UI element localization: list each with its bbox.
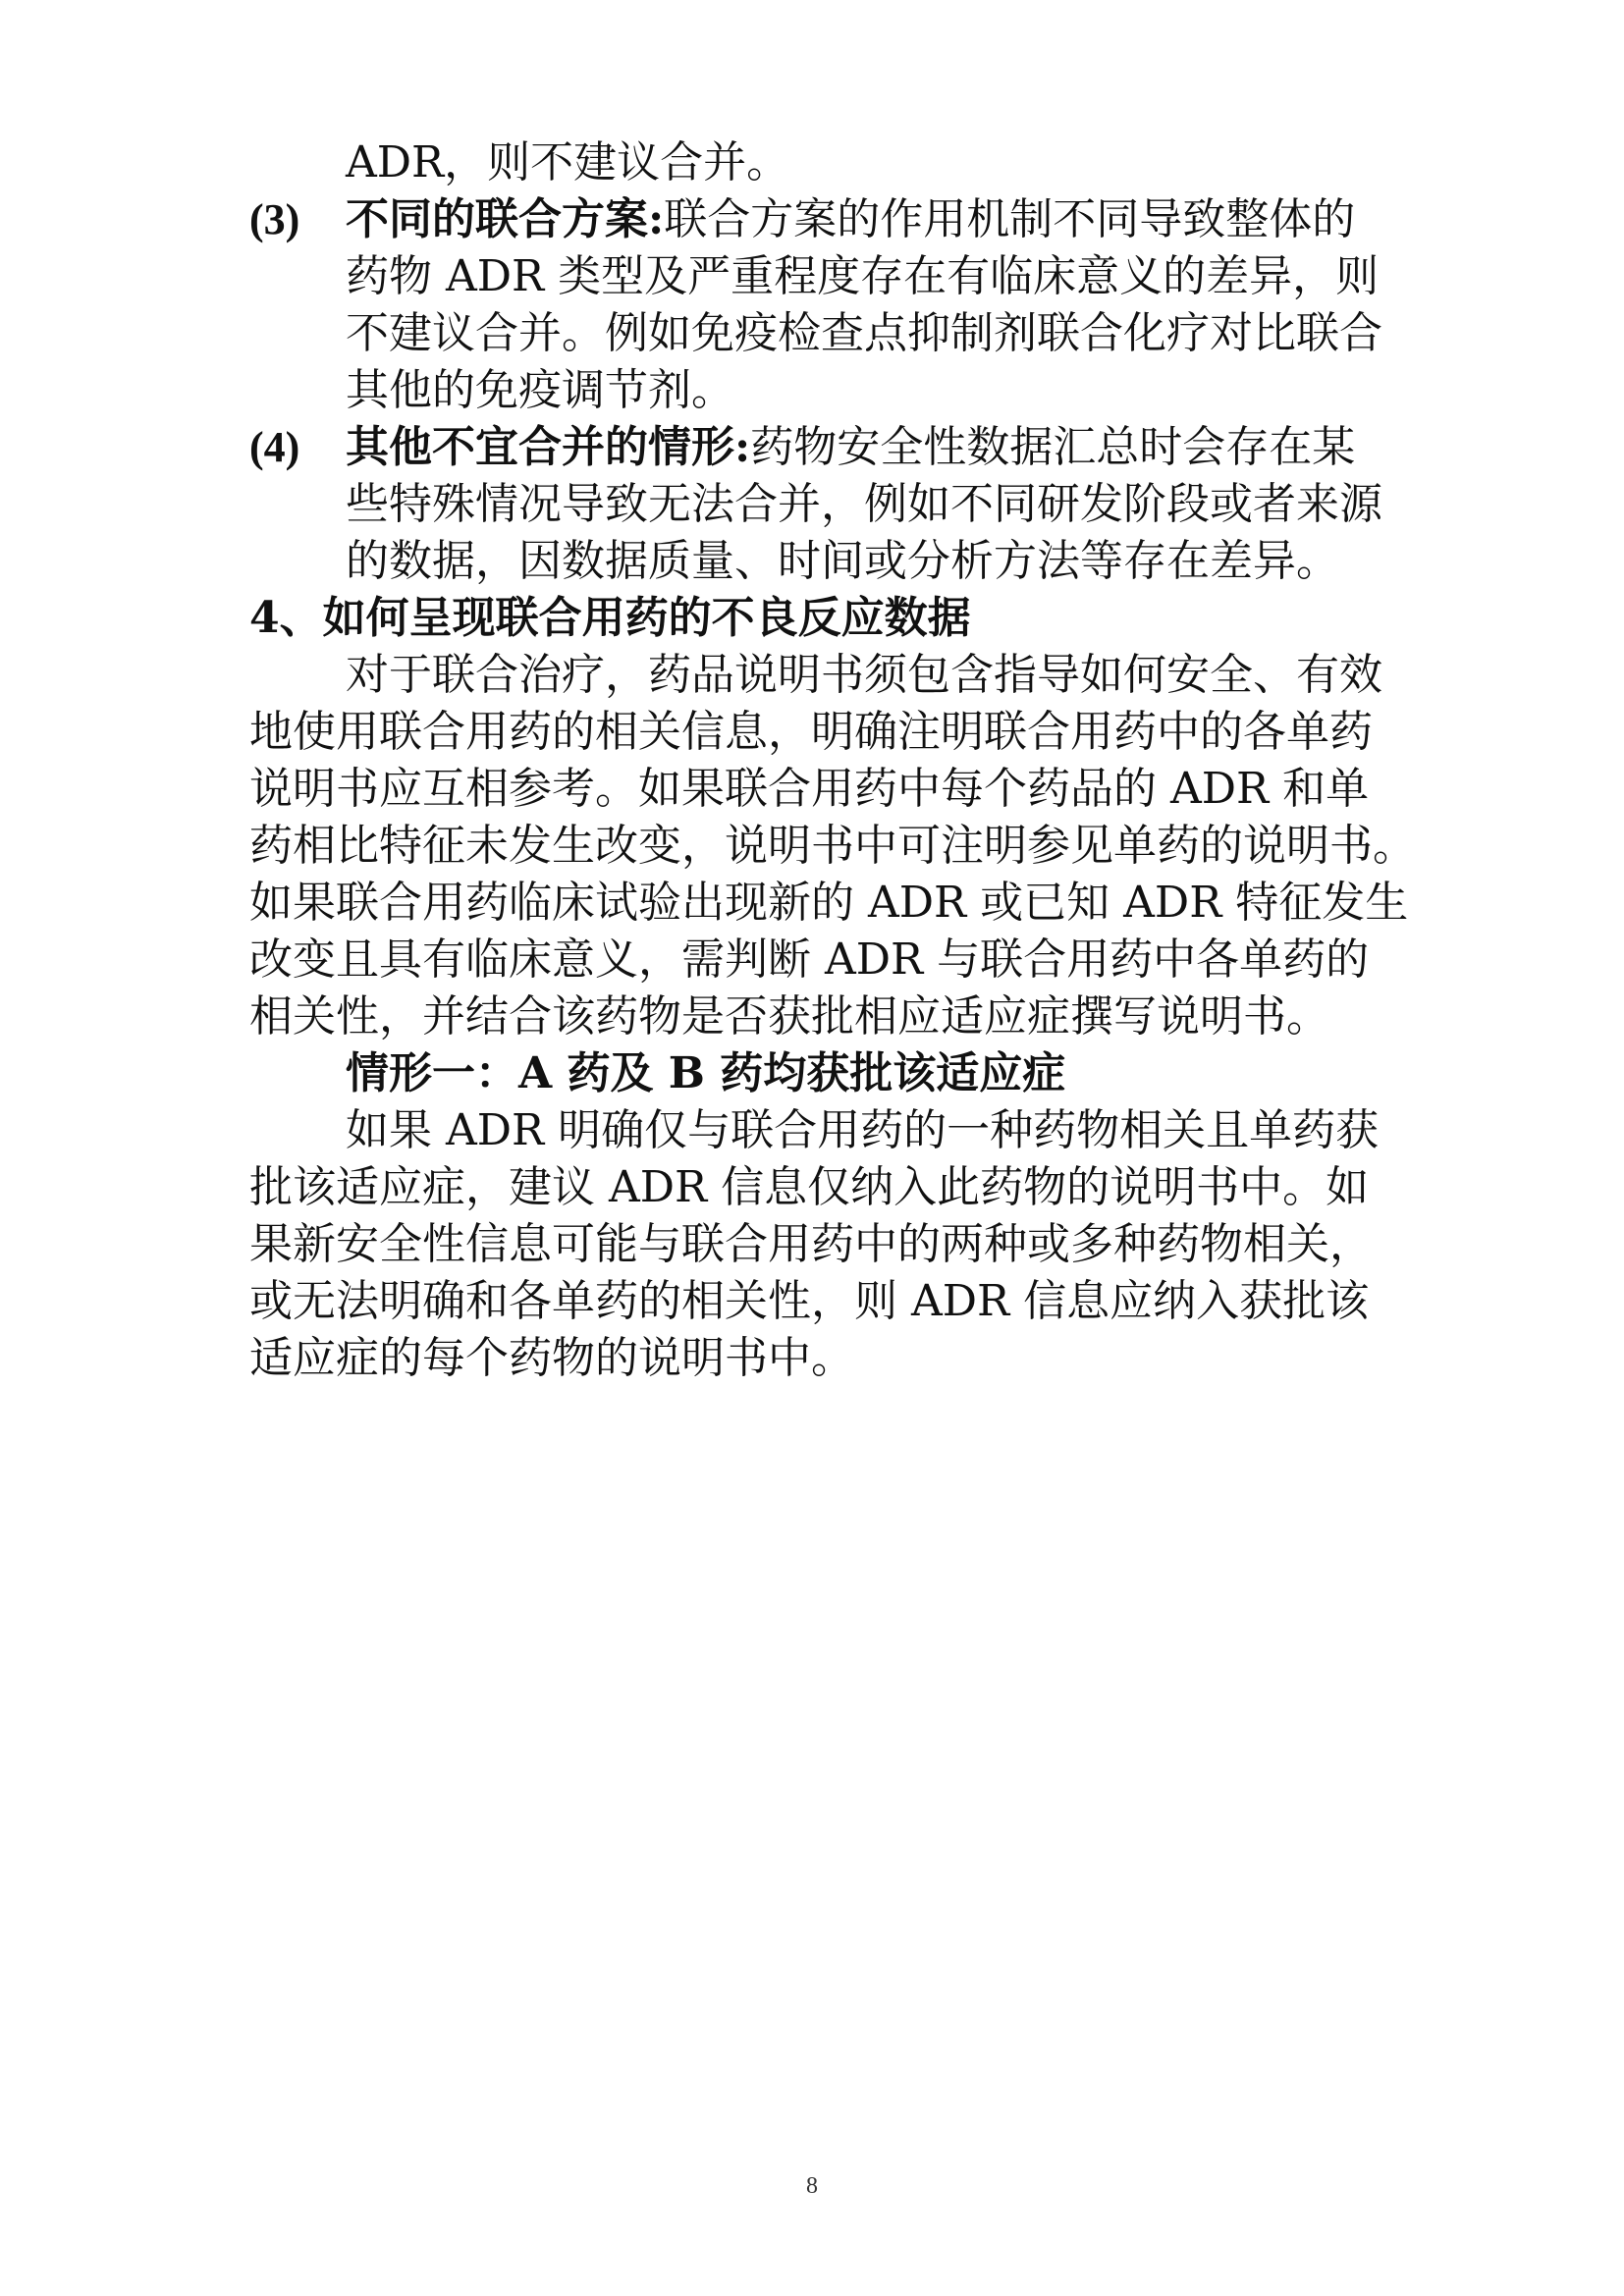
paragraph-line: 适应症的每个药物的说明书中。 (249, 1333, 854, 1383)
list-item-line (346, 190, 1355, 249)
item-heading: 其他不宜合并的情形: (346, 422, 751, 472)
section-heading: 4、如何呈现联合用药的不良反应数据 (249, 593, 971, 643)
item-heading: 不同的联合方案: (346, 194, 665, 244)
paragraph-line: 批该适应症，建议 ADR 信息仅纳入此药物的说明书中。如 (249, 1162, 1370, 1212)
text-line: 不建议合并。例如免疫检查点抑制剂联合化疗对比联合 (346, 308, 1382, 358)
text-line: 其他的免疫调节剂。 (346, 365, 734, 415)
paragraph-line: 相关性，并结合该药物是否获批相应适应症撰写说明书。 (249, 991, 1329, 1041)
paragraph-line: 说明书应互相参考。如果联合用药中每个药品的 ADR 和单 (249, 764, 1370, 814)
paragraph-line: 如果联合用药临床试验出现新的 ADR 或已知 ADR 特征发生 (249, 878, 1409, 928)
paragraph-line: 地使用联合用药的相关信息，明确注明联合用药中的各单药 (249, 707, 1373, 757)
text-line: 的数据，因数据质量、时间或分析方法等存在差异。 (346, 536, 1339, 586)
text-line: 药物 ADR 类型及严重程度存在有临床意义的差异，则 (346, 251, 1380, 301)
paragraph-line: 改变且具有临床意义，需判断 ADR 与联合用药中各单药的 (249, 934, 1370, 985)
paragraph-line: 对于联合治疗，药品说明书须包含指导如何安全、有效 (346, 650, 1382, 700)
subsection-heading: 情形一：A 药及 B 药均获批该适应症 (346, 1048, 1066, 1098)
paragraph-line: 药相比特征未发生改变，说明书中可注明参见单药的说明书。 (249, 821, 1416, 871)
text-line: 些特殊情况导致无法合并，例如不同研发阶段或者来源 (346, 479, 1382, 529)
item-text: 药物安全性数据汇总时会存在某 (750, 422, 1356, 472)
text-line: ADR，则不建议合并。 (346, 137, 790, 187)
item-number: (3) (249, 195, 300, 243)
page-number: 8 (806, 2173, 818, 2199)
item-text: 联合方案的作用机制不同导致整体的 (664, 194, 1356, 244)
paragraph-line: 如果 ADR 明确仅与联合用药的一种药物相关且单药获 (346, 1105, 1380, 1155)
list-item-line (346, 418, 1355, 477)
paragraph-line: 或无法明确和各单药的相关性，则 ADR 信息应纳入获批该 (249, 1276, 1370, 1326)
item-number: (4) (249, 423, 300, 471)
paragraph-line: 果新安全性信息可能与联合用药中的两种或多种药物相关， (249, 1219, 1373, 1269)
